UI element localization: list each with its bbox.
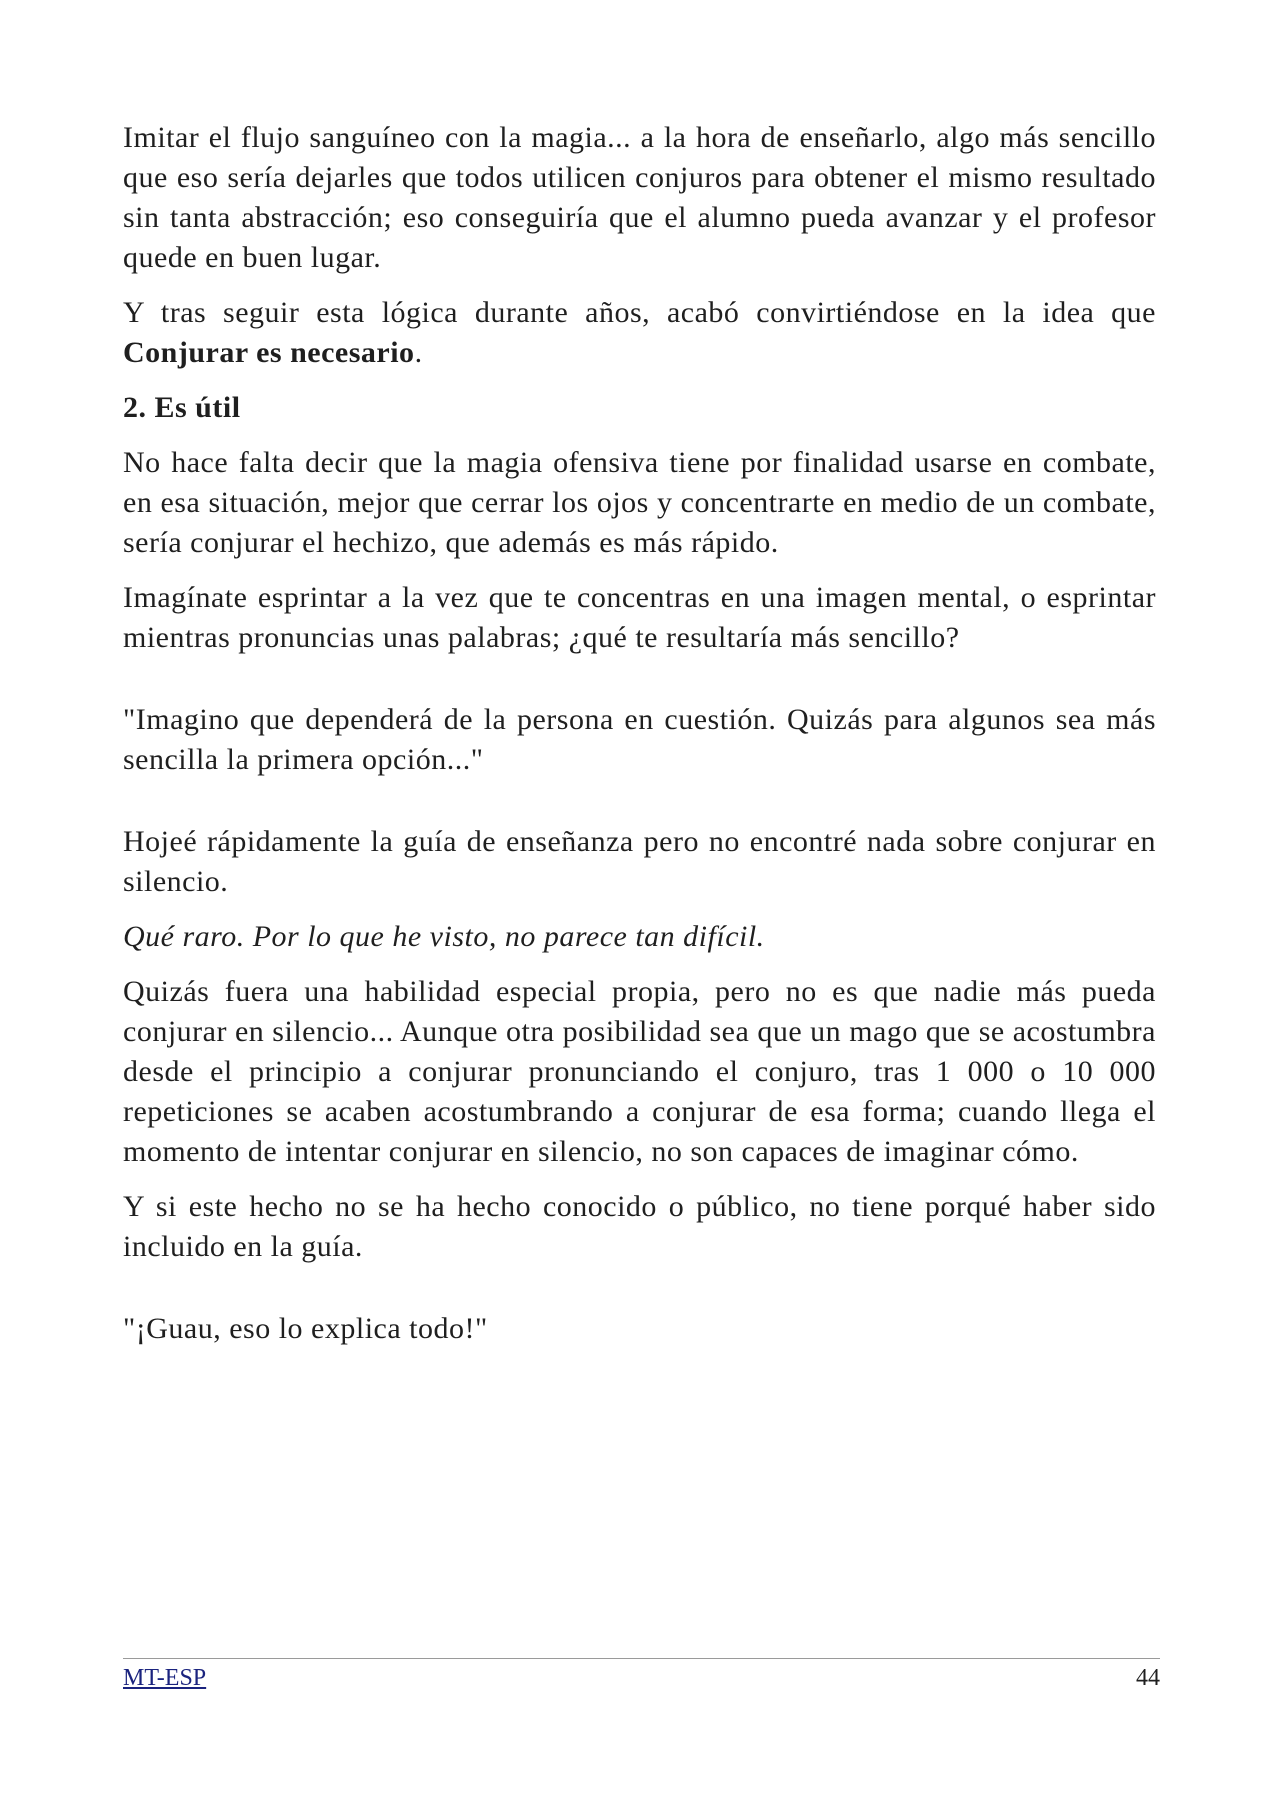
paragraph-5-dialogue: "Imagino que dependerá de la persona en cuestión. Quizás para algunos sea más sencilla la primera opción..." xyxy=(123,703,1156,776)
paragraph-6: Hojeé rápidamente la guía de enseñanza pero no encontré nada sobre conjurar en silencio. xyxy=(123,825,1156,898)
paragraph-2-bold: Conjurar es necesario xyxy=(123,336,415,369)
footer-link[interactable]: MT-ESP xyxy=(123,1665,207,1691)
paragraph-1: Imitar el flujo sanguíneo con la magia... a la hora de enseñarlo, algo más sencillo que eso sería dejarles que todos utilicen conjuros para obtener el mismo resultado sin tanta abstracción; eso conseguiría que el alumno pueda avanzar y el profesor quede en buen lugar. xyxy=(123,121,1156,274)
section-heading: 2. Es útil xyxy=(123,391,241,424)
paragraph-9: Y si este hecho no se ha hecho conocido o público, no tiene porqué haber sido incluido en la guía. xyxy=(123,1190,1156,1263)
paragraph-8: Quizás fuera una habilidad especial propia, pero no es que nadie más pueda conjurar en silencio... Aunque otra posibilidad sea que un mago que se acostumbra desde el principio a conjurar pronunciando el conjuro, tras 1 000 o 10 000 repeticiones se acaben acostumbrando a conjurar de esa forma; cuando llega el momento de intentar conjurar en silencio, no son capaces de imaginar cómo. xyxy=(123,975,1156,1168)
paragraph-4: Imagínate esprintar a la vez que te concentras en una imagen mental, o esprintar mientras pronuncias unas palabras; ¿qué te resultaría más sencillo? xyxy=(123,581,1156,654)
page-number: 44 xyxy=(1136,1665,1160,1691)
page-footer xyxy=(123,1658,1160,1693)
page-body xyxy=(123,118,1156,1364)
paragraph-2-end: . xyxy=(414,336,423,369)
paragraph-3: No hace falta decir que la magia ofensiva tiene por finalidad usarse en combate, en esa situación, mejor que cerrar los ojos y concentrarte en medio de un combate, sería conjurar el hechizo, que además es más rápido. xyxy=(123,446,1156,559)
paragraph-7-thought: Qué raro. Por lo que he visto, no parece tan difícil. xyxy=(123,920,765,953)
paragraph-10-dialogue: "¡Guau, eso lo explica todo!" xyxy=(123,1312,488,1345)
paragraph-2 xyxy=(123,293,1156,373)
paragraph-2-text: Y tras seguir esta lógica durante años, acabó convirtiéndose en la idea que xyxy=(123,296,1156,329)
